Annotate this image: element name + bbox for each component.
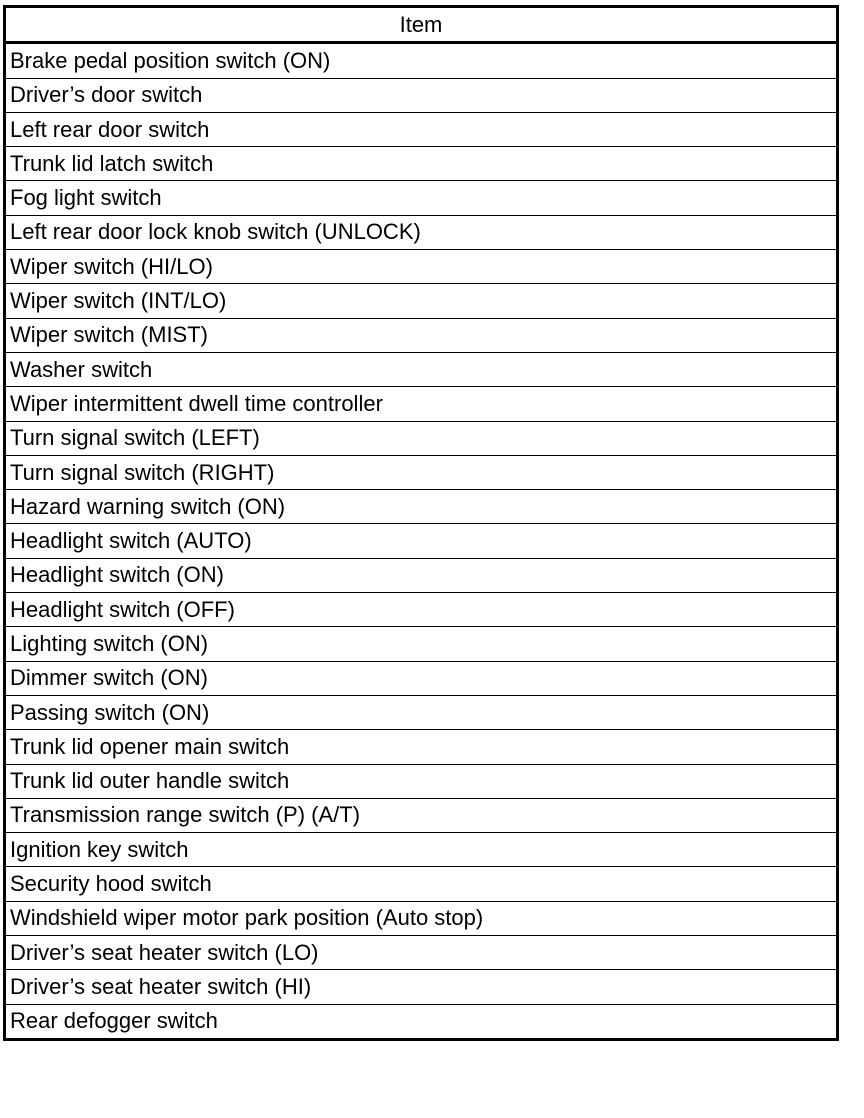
table-cell: Headlight switch (OFF) <box>5 593 838 627</box>
table-row <box>5 490 838 524</box>
table-row <box>5 112 838 146</box>
table-header-row <box>5 7 838 43</box>
column-header-item: Item <box>5 7 838 43</box>
table-row <box>5 215 838 249</box>
table-cell: Driver’s seat heater switch (HI) <box>5 970 838 1004</box>
table-cell: Turn signal switch (RIGHT) <box>5 455 838 489</box>
table-cell: Wiper switch (INT/LO) <box>5 284 838 318</box>
table-row <box>5 318 838 352</box>
table-row <box>5 1004 838 1039</box>
table-row <box>5 867 838 901</box>
table-row <box>5 250 838 284</box>
table-cell: Trunk lid latch switch <box>5 147 838 181</box>
table-cell: Rear defogger switch <box>5 1004 838 1039</box>
table-cell: Dimmer switch (ON) <box>5 661 838 695</box>
table-row <box>5 78 838 112</box>
table-cell: Left rear door lock knob switch (UNLOCK) <box>5 215 838 249</box>
table-cell: Hazard warning switch (ON) <box>5 490 838 524</box>
table-row <box>5 833 838 867</box>
table-cell: Security hood switch <box>5 867 838 901</box>
table-cell: Wiper switch (HI/LO) <box>5 250 838 284</box>
table-row <box>5 147 838 181</box>
table-row <box>5 421 838 455</box>
table-row <box>5 593 838 627</box>
table-cell: Headlight switch (AUTO) <box>5 524 838 558</box>
table-cell: Driver’s door switch <box>5 78 838 112</box>
table-cell: Passing switch (ON) <box>5 695 838 729</box>
table-row <box>5 43 838 78</box>
table-row <box>5 764 838 798</box>
table-row <box>5 627 838 661</box>
table-cell: Windshield wiper motor park position (Auto stop) <box>5 901 838 935</box>
table-cell: Trunk lid outer handle switch <box>5 764 838 798</box>
table-row <box>5 970 838 1004</box>
table-cell: Driver’s seat heater switch (LO) <box>5 936 838 970</box>
table-row <box>5 181 838 215</box>
table-row <box>5 524 838 558</box>
table-cell: Wiper intermittent dwell time controller <box>5 387 838 421</box>
table-cell: Ignition key switch <box>5 833 838 867</box>
table-row <box>5 352 838 386</box>
table-cell: Transmission range switch (P) (A/T) <box>5 798 838 832</box>
table-cell: Left rear door switch <box>5 112 838 146</box>
table-cell: Turn signal switch (LEFT) <box>5 421 838 455</box>
table-row <box>5 695 838 729</box>
table-row <box>5 798 838 832</box>
table-row <box>5 284 838 318</box>
table-cell: Wiper switch (MIST) <box>5 318 838 352</box>
table-cell: Brake pedal position switch (ON) <box>5 43 838 78</box>
table-row <box>5 730 838 764</box>
table-row <box>5 387 838 421</box>
table-row <box>5 901 838 935</box>
table-row <box>5 455 838 489</box>
table-cell: Lighting switch (ON) <box>5 627 838 661</box>
table-cell: Washer switch <box>5 352 838 386</box>
table-row <box>5 936 838 970</box>
table-cell: Fog light switch <box>5 181 838 215</box>
table-cell: Trunk lid opener main switch <box>5 730 838 764</box>
table-cell: Headlight switch (ON) <box>5 558 838 592</box>
table-row <box>5 661 838 695</box>
item-table <box>3 5 839 1041</box>
table-row <box>5 558 838 592</box>
